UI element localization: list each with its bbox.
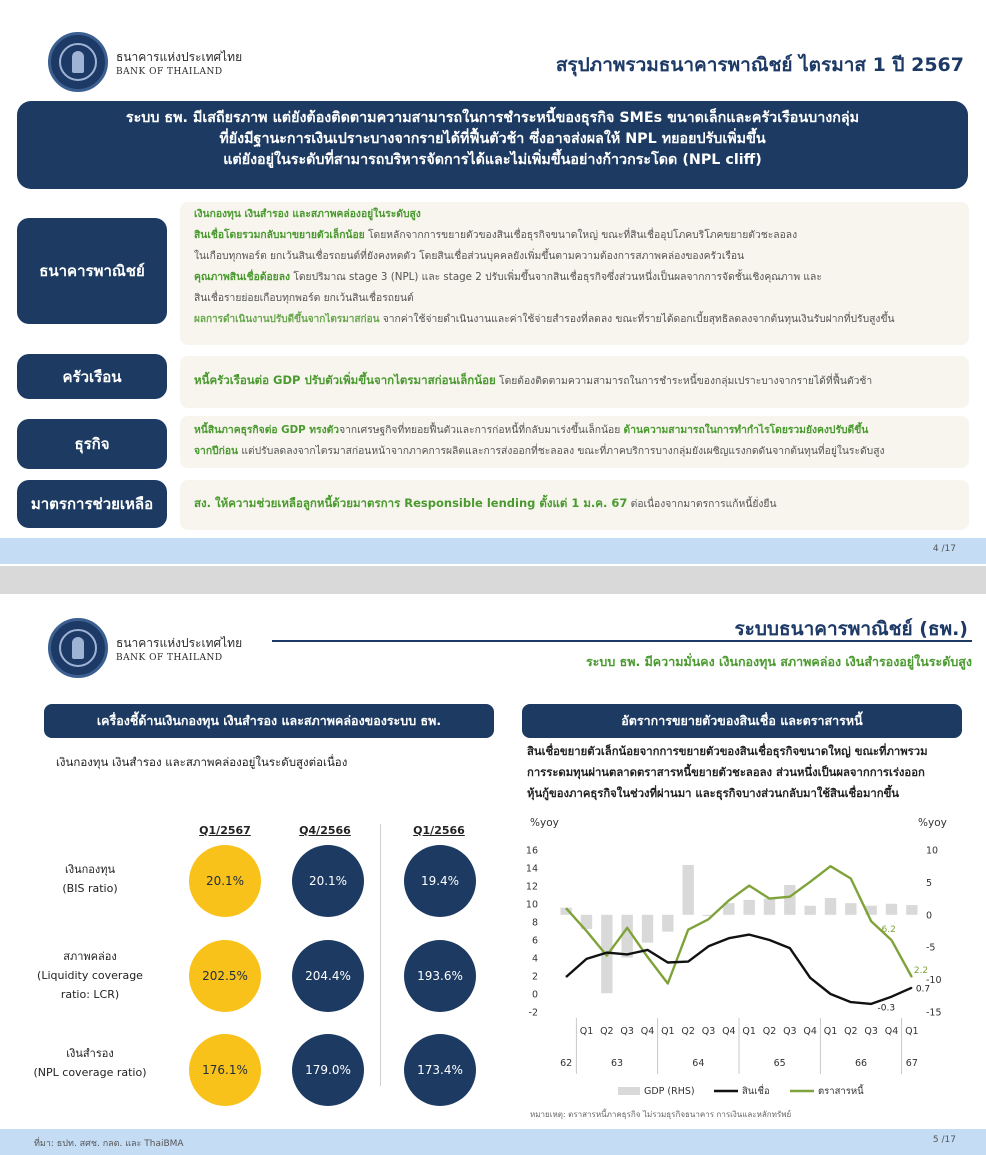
x-tick-quarter: Q1: [905, 1026, 919, 1037]
y-tick-right: 0: [926, 910, 933, 922]
column-header: Q4/2566: [299, 824, 351, 837]
indicator-value: 193.6%: [404, 940, 476, 1012]
indicator-value: 179.0%: [292, 1034, 364, 1106]
row-label-household: ครัวเรือน: [17, 354, 167, 399]
series-point: [769, 898, 770, 899]
chart-description: สินเชื่อขยายตัวเล็กน้อยจากการขยายตัวของสินเชื่อธุรกิจขนาดใหญ่ ขณะที่ภาพรวม การระดมทุนผ่านตลาดตราสารหนี้ขยายตัวชะลอลง ส่วนหนึ่งเป็นผลจากการเร่งออก หุ้นกู้ของภาคธุรกิจในช่วงที่ผ่านมา และธุรกิจบางส่วนกลับมาใช้สินเชื่อมากขึ้น: [527, 745, 928, 800]
brand-name-en: BANK OF THAILAND: [116, 66, 223, 77]
y-tick-right: -15: [926, 1007, 942, 1019]
series-point: [891, 996, 892, 997]
y-tick-left: -2: [528, 1007, 538, 1019]
x-tick-year: 66: [854, 1058, 868, 1069]
y-tick-left: 12: [525, 881, 538, 893]
x-tick-quarter: Q1: [823, 1026, 838, 1037]
chart-note: หมายเหตุ: ตราสารหนี้ภาคธุรกิจ ไม่รวมธุรกิจธนาคาร การเงินและหลักทรัพย์: [530, 1110, 792, 1119]
bot-logo: [48, 618, 242, 678]
legend-swatch-gdp: [618, 1087, 640, 1095]
y-tick-right: -10: [926, 975, 942, 987]
x-tick-quarter: Q1: [742, 1026, 756, 1037]
x-tick-quarter: Q3: [620, 1026, 634, 1037]
page-number: 4 /17: [932, 544, 956, 554]
data-label: 2.2: [913, 966, 929, 977]
series-point: [627, 927, 628, 928]
x-tick-quarter: Q1: [661, 1026, 675, 1037]
series-point: [850, 878, 851, 879]
brand-name-th: ธนาคารแห่งประเทศไทย: [116, 49, 243, 64]
bot-logo: [48, 32, 242, 92]
row-body-bank: [180, 202, 969, 345]
x-tick-quarter: Q4: [803, 1026, 817, 1037]
indicator-value: 20.1%: [189, 845, 261, 917]
indicator-value: 173.4%: [404, 1034, 476, 1106]
title-rule: [272, 640, 972, 642]
gdp-bar: [743, 900, 754, 915]
series-point: [647, 956, 648, 957]
x-tick-quarter: Q3: [701, 1026, 716, 1037]
gdp-bar: [906, 905, 917, 915]
gdp-bar: [642, 915, 653, 943]
y-tick-right: 5: [926, 877, 933, 889]
series-point: [586, 958, 587, 959]
series-point: [749, 934, 750, 935]
summary-line: ระบบ ธพ. มีเสถียรภาพ แต่ยังต้องติดตามความสามารถในการชำระหนี้ของธุรกิจ SMEs ขนาดเล็กและครัวเรือนบางกลุ่ม: [125, 110, 860, 126]
x-tick-year: 67: [905, 1058, 918, 1069]
gdp-bar: [784, 885, 795, 915]
series-point: [830, 866, 831, 867]
data-label: 0.7: [915, 984, 931, 995]
series-point: [789, 948, 790, 949]
x-tick-quarter: Q3: [864, 1026, 878, 1037]
series-point: [688, 961, 689, 962]
legend-label: ตราสารหนี้: [818, 1086, 864, 1097]
indicator-value: 202.5%: [189, 940, 261, 1012]
gdp-bar: [825, 898, 836, 915]
series-point: [708, 946, 709, 947]
indicator-value: 204.4%: [292, 940, 364, 1012]
series-point: [566, 976, 567, 977]
slide-5: [0, 594, 986, 1155]
series-point: [891, 939, 892, 940]
data-label: -0.3: [877, 1003, 896, 1014]
bot-seal-icon: [48, 32, 108, 92]
row-label-business: ธุรกิจ: [17, 419, 167, 469]
indicator-label: สภาพคล่อง (Liquidity coverage ratio: LCR): [37, 950, 143, 1001]
right-section-header: อัตราการขยายตัวของสินเชื่อ และตราสารหนี้: [522, 704, 962, 738]
series-point: [606, 952, 607, 953]
y-tick-right: -5: [926, 942, 936, 954]
series-point: [647, 949, 648, 950]
row-label-measures: มาตรการช่วยเหลือ: [17, 480, 167, 528]
x-tick-quarter: Q4: [722, 1026, 736, 1037]
x-tick-quarter: Q2: [844, 1026, 858, 1037]
slide-subtitle: ระบบ ธพ. มีความมั่นคง เงินกองทุน สภาพคล่อง เงินสำรองอยู่ในระดับสูง: [585, 654, 972, 669]
bank-quality-line-2: สินเชื่อรายย่อยเกือบทุกพอร์ต ยกเว้นสินเชื่อรถยนต์: [194, 292, 414, 304]
page-number: 5 /17: [932, 1135, 956, 1145]
series-point: [627, 954, 628, 955]
column-header: Q1/2566: [413, 824, 465, 837]
x-tick-year: 64: [692, 1058, 705, 1069]
column-divider: [380, 824, 381, 1086]
credit-bond-chart: [518, 812, 970, 1108]
series-point: [871, 921, 872, 922]
row-body-business: [180, 416, 969, 468]
series-point: [728, 900, 729, 901]
source-text: ที่มา: ธปท. สศช. กลต. และ ThaiBMA: [34, 1139, 184, 1149]
series-point: [566, 908, 567, 909]
legend-label: GDP (RHS): [644, 1086, 695, 1097]
series-point: [830, 993, 831, 994]
summary-line: ที่ยังมีฐานะการเงินเปราะบางจากรายได้ที่ฟื้นตัวช้า ซึ่งอาจส่งผลให้ NPL ทยอยปรับเพิ่มขึ้น: [219, 131, 766, 147]
indicator-value: 176.1%: [189, 1034, 261, 1106]
bank-quality-line: คุณภาพสินเชื่อด้อยลง โดยปริมาณ stage 3 (NPL) และ stage 2 ปรับเพิ่มขึ้นจากสินเชื่อธุรกิจซึ่งส่วนหนึ่งเป็นผลจากการจัดชั้นเชิงคุณภาพ และ: [194, 271, 822, 283]
x-tick-year: 65: [773, 1058, 786, 1069]
series-point: [586, 930, 587, 931]
y-axis-right-label: %yoy: [918, 817, 947, 829]
gdp-bar: [682, 865, 693, 915]
y-tick-left: 6: [531, 935, 538, 947]
y-tick-left: 2: [531, 971, 538, 983]
gdp-bar: [845, 903, 856, 915]
gdp-bar: [804, 906, 815, 915]
row-body-household: หนี้ครัวเรือนต่อ GDP ปรับตัวเพิ่มขึ้นจากไตรมาสก่อนเล็กน้อย โดยต้องติดตามความสามารถในการชำระหนี้ของกลุ่มเปราะบางจากรายได้ที่ฟื้นตัวช้า: [180, 356, 969, 408]
series-point: [911, 976, 912, 977]
indicator-label: เงินกองทุน (BIS ratio): [62, 863, 118, 895]
x-tick-quarter: Q2: [681, 1026, 695, 1037]
y-tick-left: 0: [531, 989, 538, 1001]
x-tick-quarter: Q4: [884, 1026, 899, 1037]
indicator-value: 19.4%: [404, 845, 476, 917]
series-line-bond: [566, 866, 912, 983]
indicator-value: 20.1%: [292, 845, 364, 917]
legend-label: สินเชื่อ: [742, 1086, 770, 1097]
footer-bar: [0, 538, 986, 564]
bank-credit-line-2: ในเกือบทุกพอร์ต ยกเว้นสินเชื่อรถยนต์ที่ยังคงหดตัว โดยสินเชื่อส่วนบุคคลยังเพิ่มขึ้นตามความต้องการสภาพคล่องของครัวเรือน: [194, 250, 745, 262]
series-point: [749, 885, 750, 886]
series-point: [850, 1002, 851, 1003]
x-tick-year: 62: [560, 1058, 573, 1069]
series-point: [810, 977, 811, 978]
y-tick-right: 10: [926, 845, 939, 857]
left-subheading: เงินกองทุน เงินสำรอง และสภาพคล่องอยู่ในระดับสูงต่อเนื่อง: [56, 755, 348, 769]
y-tick-left: 4: [531, 953, 538, 965]
y-tick-left: 10: [525, 899, 538, 911]
brand-name-en: BANK OF THAILAND: [116, 652, 223, 663]
gdp-bar: [621, 915, 632, 958]
business-line-1: หนี้สินภาคธุรกิจต่อ GDP ทรงตัวจากเศรษฐกิจที่ทยอยฟื้นตัวและการก่อหนี้ที่กลับมาเร่งขึ้นเล็กน้อย ด้านความสามารถในการทำกำไรโดยรวมยังคงปรับดีขึ้น: [194, 424, 869, 436]
series-point: [911, 987, 912, 988]
x-tick-quarter: Q2: [600, 1026, 614, 1037]
series-point: [667, 983, 668, 984]
gdp-bar: [662, 915, 673, 932]
gdp-bar: [764, 899, 775, 915]
column-header: Q1/2567: [199, 824, 251, 837]
series-point: [871, 1003, 872, 1004]
data-label: 6.2: [881, 925, 896, 936]
x-tick-quarter: Q4: [640, 1026, 655, 1037]
summary-box: [17, 101, 968, 189]
bot-seal-icon: [48, 618, 108, 678]
series-point: [667, 962, 668, 963]
row-label-bank: ธนาคารพาณิชย์: [17, 218, 167, 324]
y-tick-left: 16: [525, 845, 538, 857]
series-point: [688, 929, 689, 930]
x-tick-quarter: Q1: [579, 1026, 594, 1037]
x-tick-year: 63: [610, 1058, 624, 1069]
business-line-2: จากปีก่อน แต่ปรับลดลงจากไตรมาสก่อนหน้าจากภาคการผลิตและการส่งออกที่ชะลอลง ขณะที่ภาคบริการบางกลุ่มยังเผชิญแรงกดดันจากต้นทุนที่อยู่ในระดับสูง: [194, 445, 885, 457]
left-section-header: เครื่องชี้ด้านเงินกองทุน เงินสำรอง และสภาพคล่องของระบบ ธพ.: [44, 704, 494, 738]
bank-performance-line: ผลการดำเนินงานปรับดีขึ้นจากไตรมาสก่อน จากค่าใช้จ่ายดำเนินงานและค่าใช้จ่ายสำรองที่ลดลง ขณะที่รายได้ดอกเบี้ยสุทธิลดลงจากต้นทุนเงินรับฝากที่ปรับสูงขึ้น: [194, 313, 895, 325]
x-tick-quarter: Q3: [783, 1026, 797, 1037]
y-tick-left: 8: [531, 917, 538, 929]
y-tick-left: 14: [525, 863, 538, 875]
series-point: [789, 896, 790, 897]
x-tick-quarter: Q2: [762, 1026, 777, 1037]
series-point: [708, 919, 709, 920]
slide-title: ระบบธนาคารพาณิชย์ (ธพ.): [734, 618, 968, 640]
brand-name-th: ธนาคารแห่งประเทศไทย: [116, 635, 243, 650]
gdp-bar: [886, 904, 897, 915]
indicator-label: เงินสำรอง (NPL coverage ratio): [33, 1047, 147, 1079]
summary-line: แต่ยังอยู่ในระดับที่สามารถบริหารจัดการได้และไม่เพิ่มขึ้นอย่างก้าวกระโดด (NPL cliff): [223, 152, 762, 168]
footer-bar: [0, 1129, 986, 1155]
row-body-measures: สง. ให้ความช่วยเหลือลูกหนี้ด้วยมาตรการ Responsible lending ตั้งแต่ 1 ม.ค. 67 ต่อเนื่องจากมาตรการแก้หนี้ยั่งยืน: [180, 480, 969, 530]
slide-title: สรุปภาพรวมธนาคารพาณิชย์ ไตรมาส 1 ปี 2567: [555, 54, 964, 76]
series-line-credit: [566, 935, 912, 1004]
series-point: [728, 938, 729, 939]
series-point: [810, 881, 811, 882]
slide-4: [0, 0, 986, 566]
y-axis-left-label: %yoy: [530, 817, 559, 829]
bank-credit-line: สินเชื่อโดยรวมกลับมาขยายตัวเล็กน้อย โดยหลักจากการขยายตัวของสินเชื่อธุรกิจขนาดใหญ่ ขณะที่สินเชื่ออุปโภคบริโภคขยายตัวชะลอลง: [194, 229, 798, 241]
series-point: [606, 955, 607, 956]
bank-capital-line: เงินกองทุน เงินสำรอง และสภาพคล่องอยู่ในระดับสูง: [194, 208, 421, 220]
series-point: [769, 939, 770, 940]
